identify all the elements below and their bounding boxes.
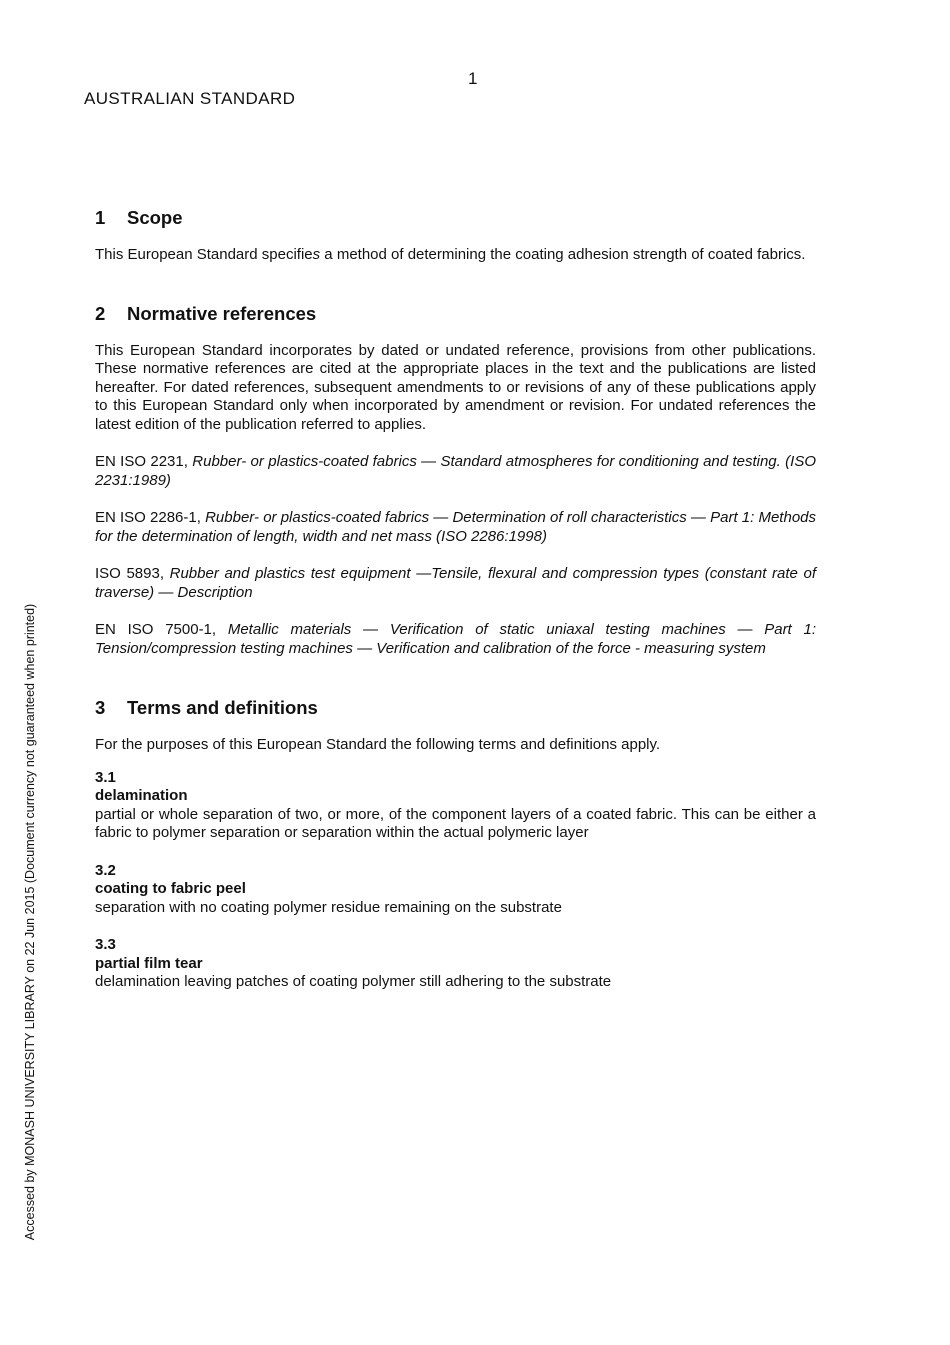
normative-intro-paragraph: This European Standard incorporates by dated or undated reference, provisions from other publications. These normative references are cited at the appropriate places in the text and the publications are listed hereafter. For dated references, subsequent amendments to or revisions of any of these publications apply to this European Standard only when incorporated by amendment or revision. For undated references the latest edition of the publication referred to applies. <box>95 341 816 433</box>
term-definition: separation with no coating polymer residue remaining on the substrate <box>95 898 562 916</box>
scope-text-rest: a method of determining the coating adhesion strength of coated fabrics. <box>320 246 806 263</box>
section-heading-terms-and-definitions <box>95 696 816 720</box>
terms-intro-paragraph: For the purposes of this European Standard the following terms and definitions apply. <box>95 736 661 753</box>
page-number: 1 <box>468 69 478 88</box>
reference-code: EN ISO 7500-1, <box>95 621 217 638</box>
section-number: 1 <box>95 207 106 228</box>
term-entry <box>95 862 816 918</box>
reference-item <box>95 453 816 490</box>
reference-item <box>95 621 816 658</box>
term-definition: partial or whole separation of two, or more, of the component layers of a coated fabric. This can be either a fabric to polymer separation or separation within the actual polymeric layer <box>95 805 816 841</box>
section-heading-scope <box>95 206 816 230</box>
reference-title: Rubber- or plastics-coated fabrics — Standard atmospheres for conditioning and testing. (ISO 2231:1989) <box>95 453 816 489</box>
section-heading-normative-references <box>95 302 816 326</box>
term-name: delamination <box>95 787 188 804</box>
access-watermark: Accessed by MONASH UNIVERSITY LIBRARY on 22 Jun 2015 (Document currency not guaranteed when printed) <box>23 603 37 1241</box>
reference-code: EN ISO 2286-1, <box>95 509 201 526</box>
reference-title: Rubber- or plastics-coated fabrics — Determination of roll characteristics — Part 1: Methods for the determination of length, width and net mass (ISO 2286:1998) <box>95 509 817 545</box>
section-number: 2 <box>95 302 106 324</box>
reference-title: Rubber and plastics test equipment —Tensile, flexural and compression types (constant rate of traverse) — Description <box>95 565 816 601</box>
term-number: 3.3 <box>95 936 116 953</box>
document-standard-title: AUSTRALIAN STANDARD <box>84 89 296 108</box>
term-number: 3.2 <box>95 861 116 879</box>
reference-item <box>95 565 816 602</box>
scope-paragraph <box>95 246 816 265</box>
term-entry <box>95 769 816 843</box>
reference-title: Metallic materials — Verification of static uniaxal testing machines — Part 1: Tension/compression testing machines — Verification and calibration of the force - measuring system <box>95 621 816 657</box>
term-name: coating to fabric peel <box>95 880 246 897</box>
section-title: Normative references <box>127 302 317 324</box>
term-number: 3.1 <box>95 768 116 786</box>
section-number: 3 <box>95 697 106 718</box>
term-entry <box>95 936 816 992</box>
section-title: Scope <box>127 207 183 228</box>
reference-item <box>95 509 816 546</box>
section-title: Terms and definitions <box>127 697 318 718</box>
reference-code: ISO 5893, <box>95 565 164 582</box>
term-definition: delamination leaving patches of coating polymer still adhering to the substrate <box>95 973 612 990</box>
reference-code: EN ISO 2231, <box>95 453 188 470</box>
document-body <box>95 206 816 1011</box>
scope-text-italic: s <box>312 246 321 263</box>
term-name: partial film tear <box>95 954 203 972</box>
scope-text: This European Standard specifie <box>95 246 313 263</box>
